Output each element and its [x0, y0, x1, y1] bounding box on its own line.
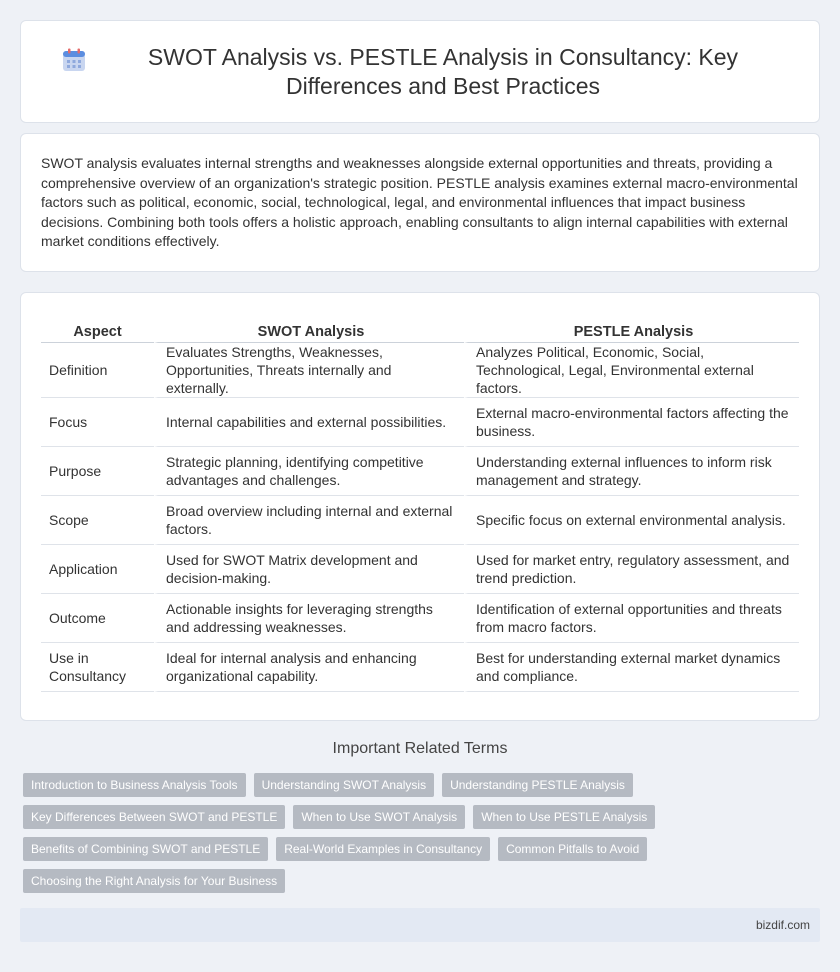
row-swot: Broad overview including internal and external factors. [154, 496, 464, 545]
page-title: SWOT Analysis vs. PESTLE Analysis in Consultancy: Key Differences and Best Practices [147, 43, 739, 99]
row-pestle: Analyzes Political, Economic, Social, Technological, Legal, Environmental external factors. [464, 343, 799, 398]
tag-link[interactable]: Real-World Examples in Consultancy [276, 837, 490, 861]
row-swot: Internal capabilities and external possibilities. [154, 398, 464, 447]
row-pestle: Understanding external influences to inform risk management and strategy. [464, 447, 799, 496]
tag-row [23, 837, 823, 861]
header-swot: SWOT Analysis [154, 313, 464, 343]
footer-site-link[interactable]: bizdif.com [755, 918, 810, 932]
tag-link[interactable]: Choosing the Right Analysis for Your Business [23, 869, 285, 893]
table-row [41, 447, 799, 496]
row-aspect: Outcome [41, 594, 154, 643]
row-pestle: Specific focus on external environmental analysis. [464, 496, 799, 545]
row-pestle: External macro-environmental factors affecting the business. [464, 398, 799, 447]
row-pestle: Best for understanding external market dynamics and compliance. [464, 643, 799, 692]
tag-link[interactable]: When to Use SWOT Analysis [293, 805, 465, 829]
row-aspect: Definition [41, 343, 154, 398]
row-pestle: Used for market entry, regulatory assessment, and trend prediction. [464, 545, 799, 594]
header-aspect: Aspect [41, 313, 154, 343]
comparison-table [41, 313, 799, 692]
table-row [41, 545, 799, 594]
table-row [41, 343, 799, 398]
table-row [41, 643, 799, 692]
tag-row [23, 773, 823, 797]
tag-link[interactable]: Introduction to Business Analysis Tools [23, 773, 246, 797]
tag-link[interactable]: Understanding PESTLE Analysis [442, 773, 633, 797]
related-terms [23, 773, 823, 901]
table-row [41, 496, 799, 545]
tag-row [23, 869, 823, 893]
related-terms-heading: Important Related Terms [332, 740, 508, 757]
row-aspect: Purpose [41, 447, 154, 496]
tag-link[interactable]: Key Differences Between SWOT and PESTLE [23, 805, 285, 829]
intro-text: SWOT analysis evaluates internal strengths and weaknesses alongside external opportunities and threats, providing a comprehensive overview of an organization's strategic position. PESTLE analysis examines external macro-environmental factors such as political, economic, social, technological, legal, and environmental influences that impact business decisions. Combining both tools offers a holistic approach, enabling consultants to align internal capabilities with external market conditions effectively. [41, 155, 798, 249]
title-wrap [21, 21, 819, 122]
tag-link[interactable]: Benefits of Combining SWOT and PESTLE [23, 837, 268, 861]
row-pestle: Identification of external opportunities and threats from macro factors. [464, 594, 799, 643]
header-card [20, 20, 820, 123]
row-swot: Evaluates Strengths, Weaknesses, Opportunities, Threats internally and externally. [154, 343, 464, 398]
header-pestle: PESTLE Analysis [464, 313, 799, 343]
tag-link[interactable]: When to Use PESTLE Analysis [473, 805, 655, 829]
comparison-table-card [20, 292, 820, 721]
row-aspect: Focus [41, 398, 154, 447]
row-aspect: Use in Consultancy [41, 643, 154, 692]
row-swot: Used for SWOT Matrix development and decision-making. [154, 545, 464, 594]
calendar-icon [61, 47, 87, 73]
table-header-row [41, 313, 799, 343]
tag-row [23, 805, 823, 829]
tag-link[interactable]: Common Pitfalls to Avoid [498, 837, 647, 861]
row-aspect: Application [41, 545, 154, 594]
table-row [41, 398, 799, 447]
intro-card [20, 133, 820, 272]
row-swot: Strategic planning, identifying competitive advantages and challenges. [154, 447, 464, 496]
footer [20, 908, 820, 942]
row-swot: Ideal for internal analysis and enhancing organizational capability. [154, 643, 464, 692]
tag-link[interactable]: Understanding SWOT Analysis [254, 773, 435, 797]
row-aspect: Scope [41, 496, 154, 545]
table-row [41, 594, 799, 643]
row-swot: Actionable insights for leveraging strengths and addressing weaknesses. [154, 594, 464, 643]
